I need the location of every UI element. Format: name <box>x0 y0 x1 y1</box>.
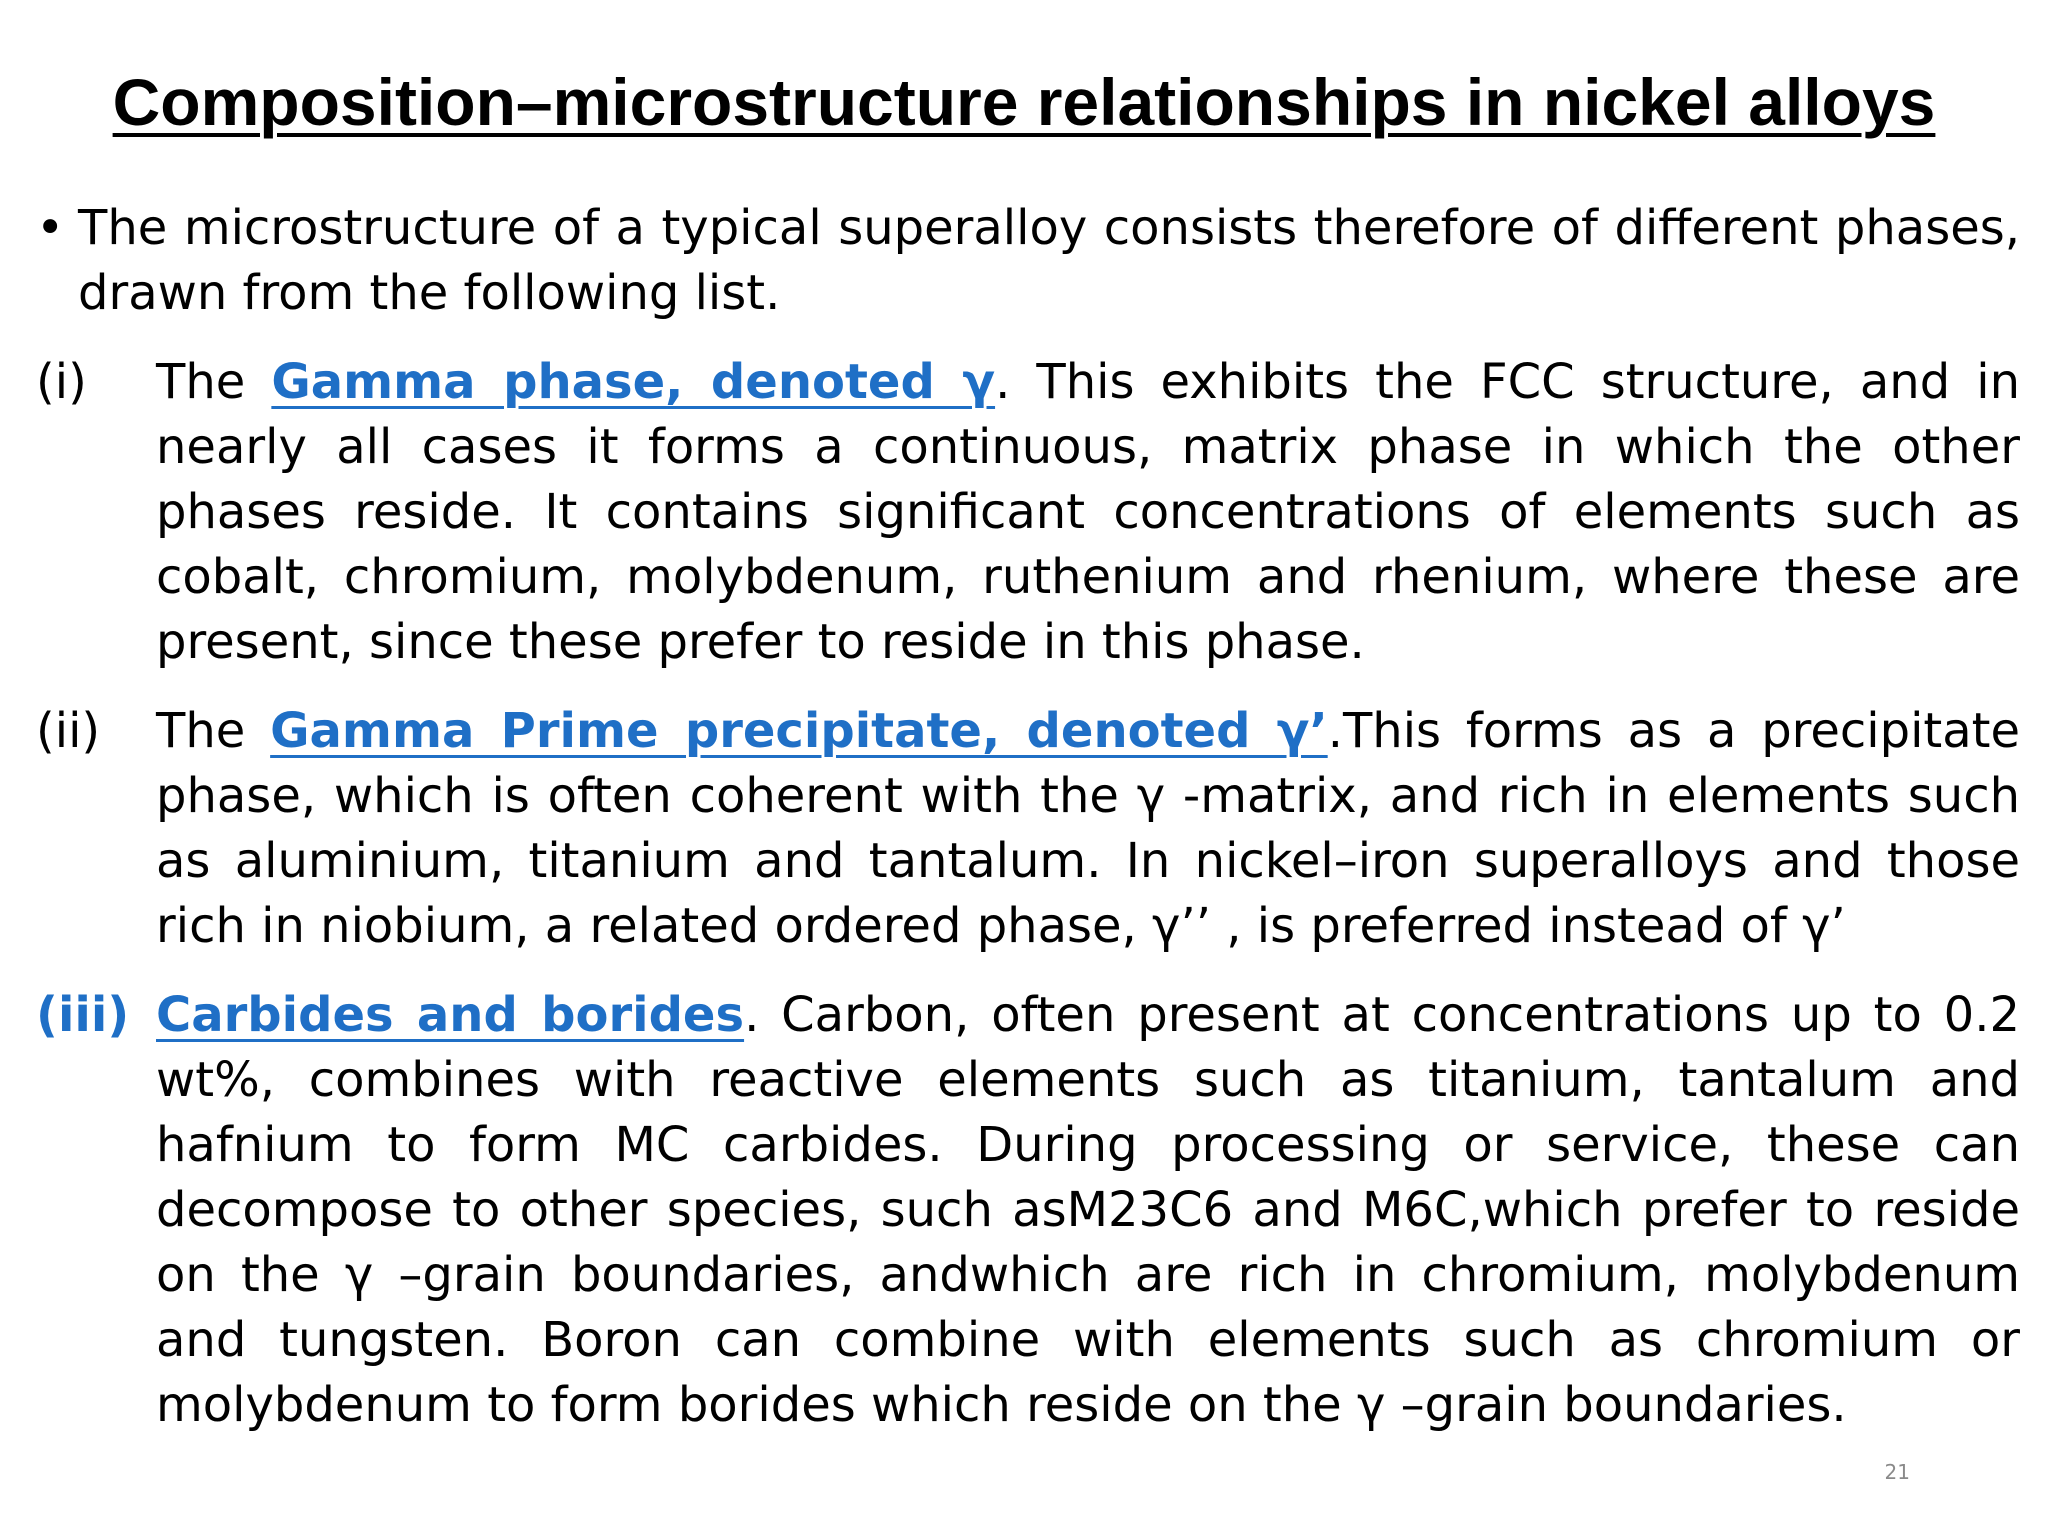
list-item-gamma <box>36 350 2020 675</box>
intro-bullet <box>36 196 2020 326</box>
bullet-marker: • <box>36 200 65 256</box>
item-body: . Carbon, often present at concentrations up to 0.2 wt%, combines with reactive elements such as titanium, tantalum and hafnium to form MC carbides. During processing or service, these can decompose to other species, such asM23C6 and M6C,which prefer to reside on the γ –grain boundaries, andwhich are rich in chromium, molybdenum and tungsten. Boron can combine with elements such as chromium or molybdenum to form borides which reside on the γ –grain boundaries. <box>156 987 2021 1433</box>
item-marker: (iii) <box>36 987 130 1043</box>
intro-text: The microstructure of a typical superalloy consists therefore of different phases, drawn from the following list. <box>78 200 2020 321</box>
item-text <box>156 350 2020 675</box>
item-lead: The <box>156 703 271 759</box>
item-body: . This exhibits the FCC structure, and in nearly all cases it forms a continuous, matrix phase in which the other phases reside. It contains significant concentrations of elements such as cobalt, chromium, molybdenum, ruthenium and rhenium, where these are present, since these prefer to reside in this phase. <box>156 354 2020 670</box>
item-marker: (i) <box>36 354 87 410</box>
item-lead: The <box>156 354 272 410</box>
slide-number: 21 <box>1884 1460 1910 1484</box>
item-text <box>156 983 2020 1438</box>
item-marker: (ii) <box>36 703 101 759</box>
slide-title: Composition–microstructure relationships in nickel alloys <box>112 65 1936 139</box>
carbides-borides-link[interactable]: Carbides and borides <box>156 987 745 1043</box>
list-item-carbides <box>36 983 2020 1438</box>
item-body: .This forms as a precipitate phase, which is often coherent with the γ -matrix, and rich in elements such as aluminium, titanium and tantalum. In nickel–iron superalloys and those rich in niobium, a related ordered phase, γ’’ , is preferred instead of γ’ <box>156 703 2021 954</box>
item-text <box>156 699 2020 959</box>
list-item-gamma-prime <box>36 699 2020 959</box>
gamma-prime-link[interactable]: Gamma Prime precipitate, denoted γ’ <box>270 703 1328 759</box>
slide-content <box>36 196 2020 1462</box>
gamma-phase-link[interactable]: Gamma phase, denoted γ <box>271 354 996 410</box>
